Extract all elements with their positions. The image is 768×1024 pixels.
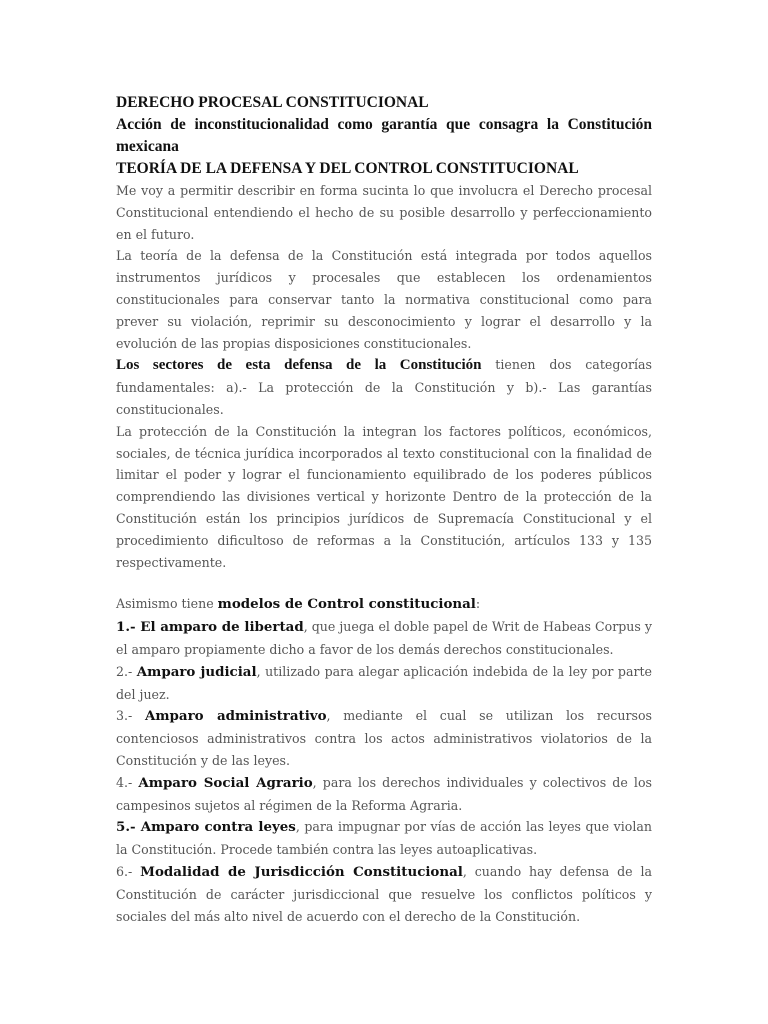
list-item: [116, 616, 652, 661]
list-item-text: , que juega el doble papel de Writ de Habeas Corpus y el amparo propiamente dicho a favor de los demás derechos constitucionales.: [116, 619, 652, 657]
list-item-number: 3.-: [116, 708, 145, 724]
paragraph-sectors: [116, 354, 652, 420]
list-item-title: Amparo administrativo: [145, 708, 327, 725]
list-item-title: Amparo Social Agrario: [138, 774, 313, 791]
list-item: [116, 861, 652, 927]
list-item-title: Amparo contra leyes: [140, 819, 296, 836]
document-page: [116, 92, 652, 927]
list-item: [116, 816, 652, 861]
list-item: [116, 661, 652, 706]
paragraph-spacer: [116, 573, 652, 593]
list-item: [116, 772, 652, 817]
list-item: [116, 705, 652, 771]
paragraph-models-intro: [116, 593, 652, 616]
models-bold-text: modelos de Control constitucional: [217, 596, 476, 613]
paragraph-defense-theory: La teoría de la defensa de la Constitución está integrada por todos aquellos instrumentos jurídicos y procesales que establecen los ordenamientos constitucionales para conservar tanto la normativa constitucional como para prever su violación, reprimir su desconocimiento y lograr el desarrollo y la evolución de las propias disposiciones constitucionales.: [116, 248, 652, 351]
models-intro-text: Asimismo tiene: [116, 596, 218, 612]
list-item-number: 6.-: [116, 863, 141, 879]
document-title: DERECHO PROCESAL CONSTITUCIONAL: [116, 94, 429, 111]
list-item-title: Modalidad de Jurisdicción Constitucional: [140, 863, 463, 880]
list-item-text: , para impugnar por vías de acción las leyes que violan la Constitución. Procede también contra las leyes autoaplicativas.: [116, 819, 653, 858]
list-item-text: , mediante el cual se utilizan los recursos contenciosos administrativos contra los actos administrativos violatorios de la Constitución y de las leyes.: [116, 708, 652, 768]
list-item-number: 4.-: [116, 774, 139, 790]
list-item-text: , para los derechos individuales y colectivos de los campesinos sujetos al régimen de la Reforma Agraria.: [116, 774, 653, 813]
list-item-number: 1.-: [116, 619, 141, 636]
models-colon: :: [475, 596, 481, 612]
sectors-bold-text: Los sectores de esta defensa de la Constitución: [116, 357, 482, 374]
paragraph-intro: Me voy a permitir describir en forma sucinta lo que involucra el Derecho procesal Constitucional entendiendo el hecho de su posible desarrollo y perfeccionamiento en el futuro.: [116, 183, 652, 242]
document-subtitle: Acción de inconstitucionalidad como garantía que consagra la Constitución mexicana: [116, 116, 652, 155]
section-heading: TEORÍA DE LA DEFENSA Y DEL CONTROL CONSTITUCIONAL: [116, 160, 579, 177]
list-item-number: 5.-: [116, 819, 141, 836]
list-item-text: , cuando hay defensa de la Constitución de carácter jurisdiccional que resuelve los conflictos políticos y sociales del más alto nivel de acuerdo con el derecho de la Constitución.: [116, 863, 653, 924]
list-item-title: El amparo de libertad: [140, 619, 304, 636]
list-item-text: , utilizado para alegar aplicación indebida de la ley por parte del juez.: [116, 663, 652, 702]
sectors-text: tienen dos categorías fundamentales: a).- La protección de la Constitución y b).- Las garantías constitucionales.: [116, 357, 652, 417]
paragraph-protection: La protección de la Constitución la integran los factores políticos, económicos, sociales, de técnica jurídica incorporados al texto constitucional con la finalidad de limitar el poder y lograr el funcionamiento equilibrado de los poderes públicos comprendiendo las divisiones vertical y horizonte Dentro de la protección de la Constitución están los principios jurídicos de Supremacía Constitucional y el procedimiento dificultoso de reformas a la Constitución, artículos 133 y 135 respectivamente.: [116, 423, 652, 570]
list-item-title: Amparo judicial: [136, 663, 257, 680]
models-list: [116, 616, 652, 927]
list-item-number: 2.-: [116, 663, 137, 679]
